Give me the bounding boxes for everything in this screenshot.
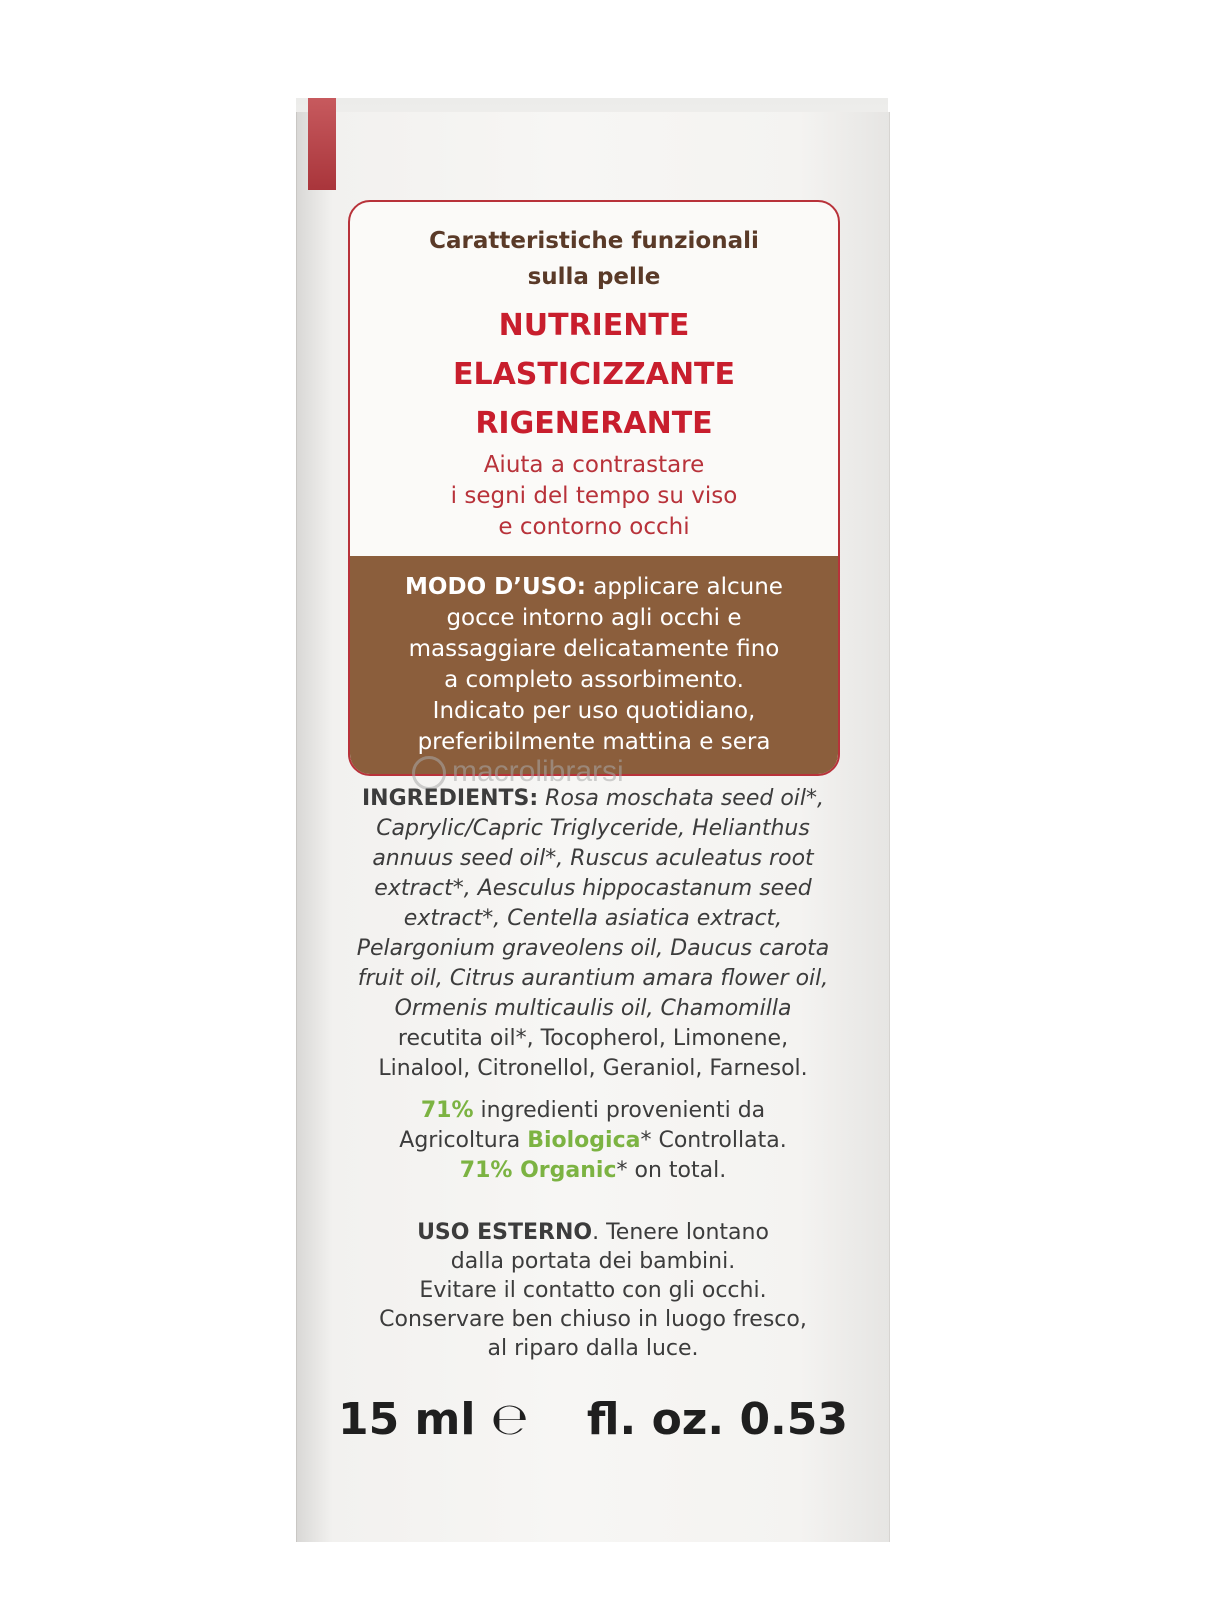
warning-text: . Tenere lontano [592,1220,769,1245]
warning-line: Evitare il contatto con gli occhi. [419,1278,767,1303]
benefit-nutriente: NUTRIENTE [498,308,690,343]
usage-line: gocce intorno agli occhi e [446,605,742,631]
organic-bio: Biologica [527,1128,641,1153]
warning-line-first [330,1218,856,1247]
ingredient-text: Pelargonium graveolens oil, Daucus carota [356,936,830,961]
ingredient-line [338,874,848,904]
ingredients-line-first [338,784,848,814]
description-line: Aiuta a contrastare [483,452,705,478]
feature-box [348,200,840,776]
ingredient-text: Ormenis multicaulis oil, Chamomilla [394,996,792,1021]
usage-line: Indicato per uso quotidiano, [432,698,756,724]
warning-line: al riparo dalla luce. [487,1336,699,1361]
warning-line: Conservare ben chiuso in luogo fresco, [379,1307,807,1332]
warning-line: dalla portata dei bambini. [450,1249,736,1274]
ingredients-label: INGREDIENTS: [362,786,539,811]
organic-line1 [338,1096,848,1126]
warnings-section [330,1218,856,1363]
usage-line: a completo assorbimento. [444,667,744,693]
ingredient-text: extract*, Aesculus hippocastanum seed [374,876,812,901]
organic-text: Agricoltura [399,1128,521,1153]
ingredient-line [338,994,848,1024]
ingredient-line: recutita oil*, Tocopherol, Limonene, [397,1026,789,1051]
benefit-list [350,301,838,448]
organic-pct: 71% [420,1098,474,1123]
lid-red-band [308,98,336,190]
ingredient-line: Rosa moschata seed oil*, [545,786,824,811]
ingredient-text: extract*, Centella asiatica extract, [403,906,783,931]
ingredient-line: Linalool, Citronellol, Geraniol, Farnesol. [378,1056,808,1081]
watermark-text: macrolibrarsi [452,755,624,788]
ingredient-line [338,814,848,844]
benefit-elasticizzante: ELASTICIZZANTE [452,357,736,392]
feature-title-line2: sulla pelle [527,264,661,290]
organic-text: * Controllata. [640,1128,787,1153]
benefit-rigenerante: RIGENERANTE [475,406,713,441]
organic-section [338,1096,848,1186]
volume-line [338,1390,848,1450]
usage-label: MODO D’USO: [405,574,586,600]
ingredient-line [338,904,848,934]
ingredient-text: Caprylic/Capric Triglyceride, Helianthus [376,816,810,841]
ingredients-section [338,784,848,1084]
estimated-sign-icon: ℮ [490,1394,529,1445]
ingredient-line [338,934,848,964]
feature-title-line1: Caratteristiche funzionali [429,228,759,254]
ingredient-text: annuus seed oil*, Ruscus aculeatus root [372,846,814,871]
volume-floz: fl. oz. 0.53 [586,1394,848,1445]
feature-description [350,450,838,543]
usage-line: massaggiare delicatamente fino [408,636,780,662]
organic-line3 [338,1156,848,1186]
usage-line: applicare alcune [593,574,783,600]
organic-line2 [338,1126,848,1156]
volume-ml [338,1390,528,1450]
usage-line-first [350,572,838,603]
ingredient-line [338,964,848,994]
feature-title [350,202,838,295]
organic-text: * on total. [616,1158,727,1183]
usage-panel [350,556,838,774]
warning-label: USO ESTERNO [417,1220,593,1245]
usage-line: preferibilmente mattina e sera [417,729,771,755]
organic-pct-organic: 71% Organic [459,1158,617,1183]
description-line: i segni del tempo su viso [450,483,738,509]
organic-text: ingredienti provenienti da [480,1098,766,1123]
description-line: e contorno occhi [498,514,690,540]
volume-ml-text: 15 ml [338,1394,476,1445]
ingredient-line [338,844,848,874]
ingredient-text: fruit oil, Citrus aurantium amara flower oil, [357,966,829,991]
